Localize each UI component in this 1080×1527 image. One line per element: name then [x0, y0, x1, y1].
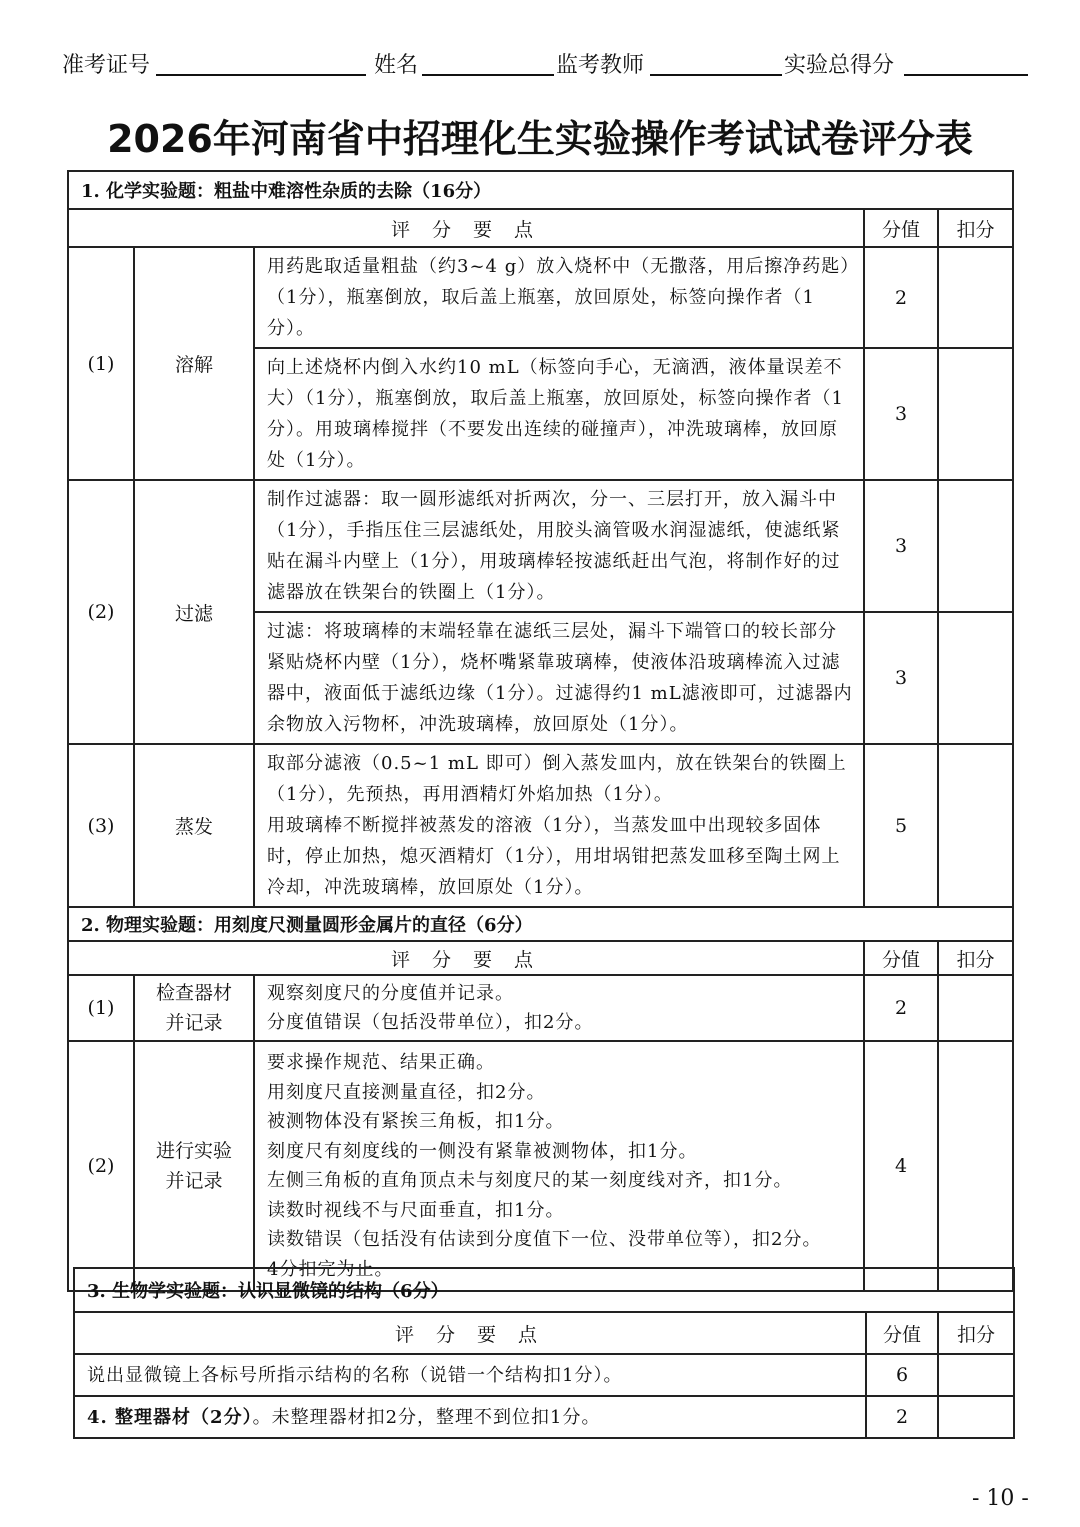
group-number: (2)	[68, 480, 134, 744]
proctor-label: 监考教师	[556, 53, 645, 78]
score-value: 2	[866, 1396, 938, 1438]
score-value: 3	[864, 348, 938, 480]
criterion-text: 向上述烧杯内倒入水约10 mL（标签向手心，无滴洒，液体量误差不大）（1分），瓶塞倒放，取后盖上瓶塞，放回原处，标签向操作者（1分）。用玻璃棒搅拌（不要发出连续的碰撞声），冲洗玻璃棒，放回原处（1分）。	[254, 348, 864, 480]
deduct-header: 扣分	[938, 941, 1013, 975]
score-value: 4	[864, 1041, 938, 1291]
score-value: 5	[864, 744, 938, 907]
score-value: 2	[864, 247, 938, 348]
group-number: (3)	[68, 744, 134, 907]
score-value: 6	[866, 1354, 938, 1396]
proctor-field[interactable]	[650, 74, 782, 76]
score-value: 3	[864, 480, 938, 612]
biology-heading: 3. 生物学实验题：认识显微镜的结构（6分）	[74, 1268, 1014, 1312]
group-name-evaporate: 蒸发	[134, 744, 254, 907]
scoring-table-chem-phys	[67, 170, 1014, 1292]
points-header: 评 分 要 点	[68, 941, 864, 975]
group-name-filter: 过滤	[134, 480, 254, 744]
exam-id-field[interactable]	[156, 74, 366, 76]
physics-heading: 2. 物理实验题：用刻度尺测量圆形金属片的直径（6分）	[68, 907, 1013, 941]
criterion-text: 要求操作规范、结果正确。 用刻度尺直接测量直径，扣2分。 被测物体没有紧挨三角板，扣1分。 刻度尺有刻度线的一侧没有紧靠被测物体，扣1分。 左侧三角板的直角顶点未与刻度尺的某一刻度线对齐，扣1分。 读数时视线不与尺面垂直，扣1分。 读数错误（包括没有估读到分度值下一位、没带单位等），扣2分。 4分扣完为止。	[254, 1041, 864, 1291]
criterion-text: 。未整理器材扣2分，整理不到位扣1分。	[252, 1406, 601, 1428]
exam-header	[62, 44, 1028, 78]
cleanup-heading: 4. 整理器材（2分）	[87, 1406, 253, 1428]
chemistry-heading: 1. 化学实验题：粗盐中难溶性杂质的去除（16分）	[68, 171, 1013, 209]
score-header: 分值	[864, 941, 938, 975]
score-value: 3	[864, 612, 938, 744]
criterion-text: 制作过滤器：取一圆形滤纸对折两次，分一、三层打开，放入漏斗中（1分），手指压住三层滤纸处，用胶头滴管吸水润湿滤纸，使滤纸紧贴在漏斗内壁上（1分），用玻璃棒轻按滤纸赶出气泡，将制作好的过滤器放在铁架台的铁圈上（1分）。	[254, 480, 864, 612]
total-score-field[interactable]	[904, 74, 1028, 76]
criterion-text: 过滤：将玻璃棒的末端轻靠在滤纸三层处，漏斗下端管口的较长部分紧贴烧杯内壁（1分），烧杯嘴紧靠玻璃棒，使液体沿玻璃棒流入过滤器中，液面低于滤纸边缘（1分）。过滤得约1 mL滤液即可，过滤器内余物放入污物杯，冲洗玻璃棒，放回原处（1分）。	[254, 612, 864, 744]
criterion-text: 说出显微镜上各标号所指示结构的名称（说错一个结构扣1分）。	[74, 1354, 866, 1396]
deduct-cell[interactable]	[938, 247, 1013, 348]
deduct-header: 扣分	[938, 1312, 1014, 1354]
group-number: (2)	[68, 1041, 134, 1291]
deduct-cell[interactable]	[938, 348, 1013, 480]
page-number: - 10 -	[972, 1486, 1029, 1511]
cleanup-row	[74, 1396, 866, 1438]
points-header: 评 分 要 点	[74, 1312, 866, 1354]
score-value: 2	[864, 975, 938, 1041]
deduct-cell[interactable]	[938, 480, 1013, 612]
group-name-dissolve: 溶解	[134, 247, 254, 480]
name-field[interactable]	[422, 74, 554, 76]
score-header: 分值	[864, 209, 938, 247]
scoring-table-bio-cleanup	[73, 1267, 1015, 1439]
page-title: 2026年河南省中招理化生实验操作考试试卷评分表	[107, 117, 973, 161]
criterion-text: 观察刻度尺的分度值并记录。 分度值错误（包括没带单位），扣2分。	[254, 975, 864, 1041]
group-name-experiment: 进行实验 并记录	[134, 1041, 254, 1291]
criterion-text: 用药匙取适量粗盐（约3~4 g）放入烧杯中（无撒落，用后擦净药匙）（1分），瓶塞倒放，取后盖上瓶塞，放回原处，标签向操作者（1分）。	[254, 247, 864, 348]
criterion-text: 取部分滤液（0.5~1 mL 即可）倒入蒸发皿内，放在铁架台的铁圈上（1分），先预热，再用酒精灯外焰加热（1分）。 用玻璃棒不断搅拌被蒸发的溶液（1分），当蒸发皿中出现较多固体时，停止加热，熄灭酒精灯（1分），用坩埚钳把蒸发皿移至陶土网上冷却，冲洗玻璃棒，放回原处（1分）。	[254, 744, 864, 907]
score-header: 分值	[866, 1312, 938, 1354]
deduct-cell[interactable]	[938, 744, 1013, 907]
deduct-cell[interactable]	[938, 1396, 1014, 1438]
exam-id-label: 准考证号	[62, 53, 151, 78]
name-label: 姓名	[374, 53, 419, 78]
total-score-label: 实验总得分	[784, 53, 895, 78]
deduct-cell[interactable]	[938, 1354, 1014, 1396]
points-header: 评 分 要 点	[68, 209, 864, 247]
group-name-check-equipment: 检查器材 并记录	[134, 975, 254, 1041]
deduct-header: 扣分	[938, 209, 1013, 247]
deduct-cell[interactable]	[938, 1041, 1013, 1291]
deduct-cell[interactable]	[938, 612, 1013, 744]
group-number: (1)	[68, 247, 134, 480]
deduct-cell[interactable]	[938, 975, 1013, 1041]
group-number: (1)	[68, 975, 134, 1041]
